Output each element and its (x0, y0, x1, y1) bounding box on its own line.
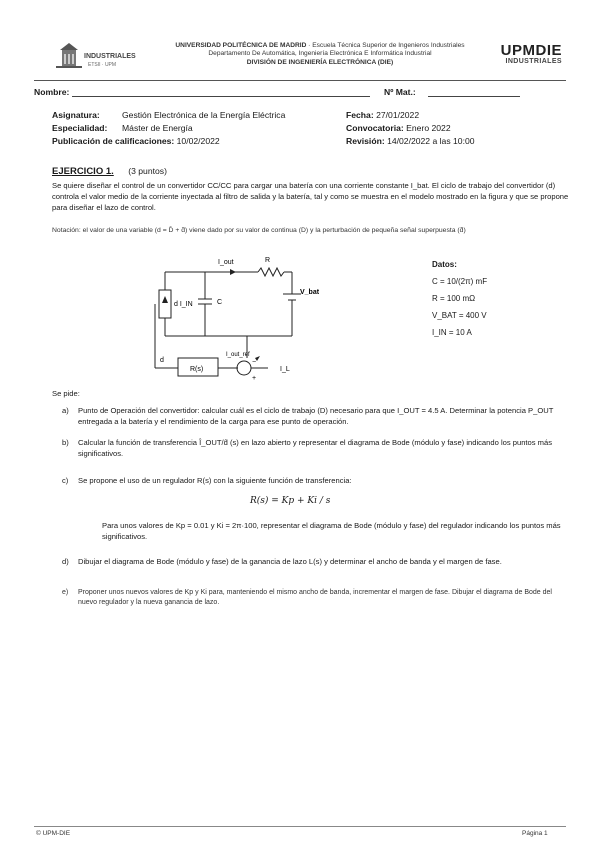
review-label: Revisión: (346, 136, 385, 146)
resistor-r (258, 268, 284, 276)
number-field[interactable] (428, 96, 520, 97)
question-b-mark: b) (62, 438, 69, 447)
label-r: R (265, 257, 271, 264)
publication-value: 10/02/2022 (176, 136, 220, 146)
label-il: I_L (280, 366, 290, 373)
subject-value: Gestión Electrónica de la Energía Eléctrica (122, 110, 286, 120)
label-minus: − (252, 359, 257, 366)
circuit-diagram (140, 250, 420, 390)
label-iout: I_out (218, 259, 234, 266)
data-title: Datos: (432, 260, 457, 269)
question-d (62, 556, 566, 567)
exercise-points: (3 puntos) (128, 166, 167, 176)
upmdie-logo-sub: INDUSTRIALES (505, 58, 562, 65)
specialty-label: Especialidad: (52, 123, 108, 133)
regulator-formula: R(s) = Kp + Ki / s (250, 496, 331, 506)
exercise-heading (52, 161, 167, 179)
review-value: 14/02/2022 a las 10:00 (387, 136, 475, 146)
data-vbat: V_BAT = 400 V (432, 311, 487, 320)
question-b (62, 437, 566, 459)
question-a-text: Punto de Operación del convertidor: calcular cuál es el ciclo de trabajo (D) necesario para que I_OUT = 4.5 A. Determinar la potencia P_OUT entregada a la batería y el rendimiento de la carga para ese punto de operación. (78, 406, 554, 426)
school-logo-text: INDUSTRIALES (84, 53, 136, 60)
label-c: C (217, 299, 223, 306)
call-label: Convocatoria: (346, 123, 404, 133)
label-d: d (160, 357, 164, 364)
header-institution: UNIVERSIDAD POLITÉCNICA DE MADRID · Escuela Técnica Superior de Ingenieros Industriales Departamento De Automática, Ingeniería Electrónica E Informática Industrial DIVISIÓN DE INGENIERÍA ELECTRÓNICA (DIE) (160, 42, 480, 67)
upmdie-logo-main: UPMDIE (500, 42, 562, 59)
question-c-mark: c) (62, 476, 69, 485)
question-d-text: Dibujar el diagrama de Bode (módulo y fase) de la ganancia de lazo L(s) y determinar el ancho de banda y el margen de fase. (78, 557, 502, 566)
question-b-text: Calcular la función de transferencia Î_OUT/d̂ (s) en lazo abierto y representar el diagrama de Bode (módulo y fase) indicando los puntos más significativos. (78, 438, 553, 458)
data-iin: I_IN = 10 A (432, 328, 472, 337)
label-plus: + (252, 375, 257, 382)
question-c (62, 475, 566, 486)
question-a-mark: a) (62, 406, 69, 415)
school-logo (48, 40, 148, 74)
label-vbat: V_bat (300, 289, 320, 296)
subject-row (52, 110, 100, 120)
question-e-text: Proponer unos nuevos valores de Kp y Ki para, manteniendo el mismo ancho de banda, incrementar el margen de fase. Dibujar el diagrama de Bode del nuevo regulador y la nueva ganancia de lazo. (78, 589, 552, 606)
label-iout-ref: I_out_ref (226, 352, 250, 358)
department-name: Departamento De Automática, Ingeniería Electrónica E Informática Industrial (208, 50, 432, 58)
subject-label: Asignatura: (52, 110, 100, 120)
question-e-mark: e) (62, 589, 69, 596)
university-name: UNIVERSIDAD POLITÉCNICA DE MADRID (175, 42, 307, 49)
footer-left: © UPM-DIE (36, 830, 71, 837)
question-d-mark: d) (62, 557, 69, 566)
exercise-title: EJERCICIO 1. (52, 166, 114, 177)
exercise-intro: Se quiere diseñar el control de un convertidor CC/CC para cargar una batería con una corriente constante I_bat. El ciclo de trabajo del convertidor (d) controla el valor medio de la corriente inyectada al filtro de salida y la batería, tal y como se muestra en el modelo mostrado en la figura y que se propone para diseñar el lazo de control. (52, 181, 569, 212)
label-d-iin: d I_IN (174, 301, 193, 308)
date-label: Fecha: (346, 110, 374, 120)
footer-rule (34, 826, 566, 827)
publication-label: Publicación de calificaciones: (52, 136, 175, 146)
notation-text: Notación: el valor de una variable (d = D̄ + d̂) viene dado por su valor de continua (D) y la perturbación de pequeña señal superpuesta (d̂) (52, 227, 466, 234)
data-c: C = 10/(2π) mF (432, 277, 488, 286)
data-box (432, 256, 487, 341)
name-field[interactable] (72, 96, 370, 97)
division-name: DIVISIÓN DE INGENIERÍA ELECTRÓNICA (DIE) (246, 58, 394, 66)
call-value: Enero 2022 (406, 123, 451, 133)
question-a (62, 405, 566, 427)
question-c-text: Se propone el uso de un regulador R(s) con la siguiente función de transferencia: (78, 476, 352, 485)
date-value: 27/01/2022 (376, 110, 420, 120)
label-rs: R(s) (190, 366, 204, 373)
question-e (62, 588, 566, 608)
footer-page: Página 1 (522, 830, 548, 837)
header-rule (34, 80, 566, 81)
number-label: Nº Mat.: (384, 87, 416, 97)
school-name: Escuela Técnica Superior de Ingenieros Industriales (312, 42, 465, 49)
upmdie-logo (492, 44, 562, 65)
specialty-value: Máster de Energía (122, 123, 193, 133)
name-label: Nombre: (34, 87, 70, 97)
data-r: R = 100 mΩ (432, 294, 476, 303)
question-c-continued: Para unos valores de Kp = 0.01 y Ki = 2π·100, representar el diagrama de Bode (módulo y fase) del regulador indicando los puntos más significativos. (102, 521, 561, 541)
school-logo-subtext: ETSII · UPM (88, 62, 117, 68)
questions-intro: Se pide: (52, 389, 80, 398)
